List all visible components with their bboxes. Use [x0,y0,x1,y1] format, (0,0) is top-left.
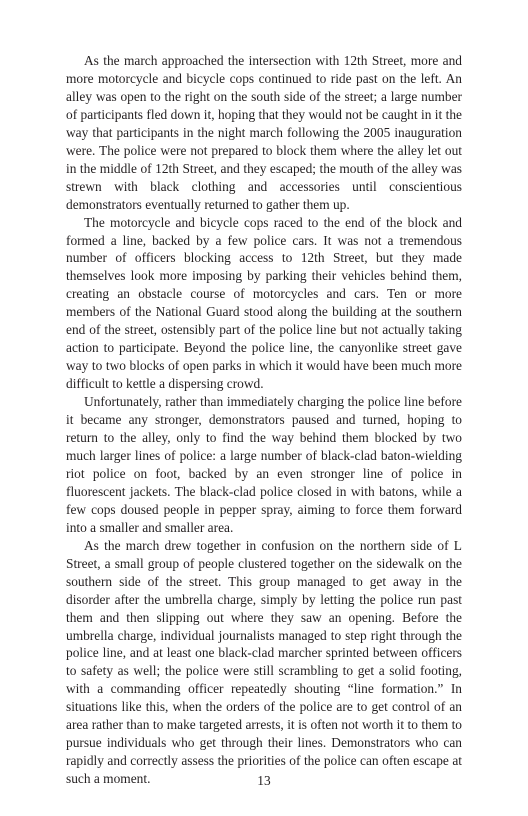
page-number: 13 [257,773,271,788]
paragraph-2: The motorcycle and bicycle cops raced to the end of the block and formed a line, backed by a few police cars. It was not a tremendous number of officers blocking access to 12th Street, but they made themselves look more imposing by parking their vehicles behind them, creating an obstacle course of motorcycles and cars. Ten or more members of the National Guard stood along the building at the southern end of the street, ostensibly part of the police line but not actually taking action to participate. Beyond the police line, the canyonlike street gave way to two blocks of open parks in which it would have been much more difficult to kettle a dispersing crowd. [66,214,462,392]
paragraph-4: As the march drew together in confusion on the northern side of L Street, a small group of people clustered together on the sidewalk on the southern side of the street. This group managed to get away in the disorder after the umbrella charge, simply by letting the police run past them and then slipping out where they saw an opening. Before the umbrella charge, individual journalists managed to step right through the police line, and at least one black-clad marcher sprinted between officers to safety as well; the police were still scrambling to get a solid footing, with a commanding officer repeatedly shouting “line formation.” In situations like this, when the orders of the police are to get control of an area rather than to make targeted arrests, it is often not worth it to them to pursue individuals who get through their lines. Demonstrators who can rapidly and correctly assess the priorities of the police can often escape at such a moment. [66,537,462,787]
paragraph-1: As the march approached the intersection with 12th Street, more and more motorcycle and bicycle cops continued to ride past on the left. An alley was open to the right on the south side of the street; a large number of participants fled down it, hoping that they would not be caught in it the way that participants in the night march following the 2005 inauguration were. The police were not prepared to block them where the alley let out in the middle of 12th Street, and they escaped; the mouth of the alley was strewn with black clothing and accessories until conscientious demonstrators eventually returned to gather them up. [66,53,462,212]
body-text [66,52,462,788]
paragraph-3: Unfortunately, rather than immediately charging the police line before it became any stronger, demonstrators paused and turned, hoping to return to the alley, only to find the way behind them blocked by two much larger lines of police: a large number of black-clad baton-wielding riot police on foot, backed by an even stronger line of police in fluorescent jackets. The black-clad police closed in with batons, while a few cops doused people in pepper spray, aiming to force them forward into a smaller and smaller area. [66,394,462,535]
